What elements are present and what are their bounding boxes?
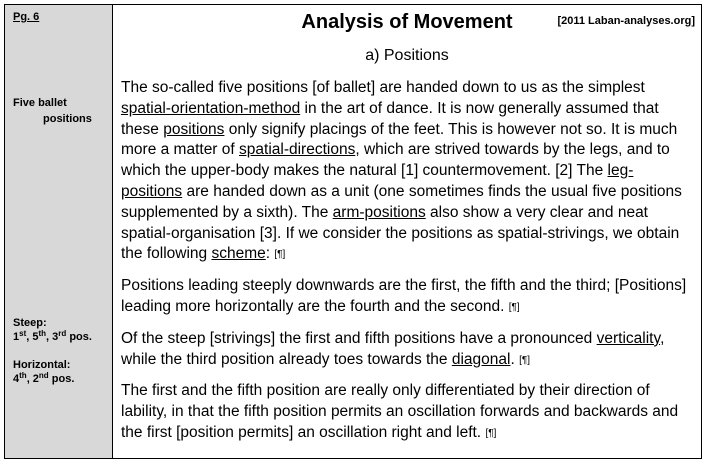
page-number: Pg. 6 xyxy=(13,11,40,23)
paragraph xyxy=(121,381,693,444)
margin-note-steep xyxy=(13,316,92,344)
underlined-term: diagonal xyxy=(451,350,511,368)
text-segment: are handed down as a unit (one sometimes finds the usual five positions supplemented by a sixth). The xyxy=(121,182,682,221)
text-segment: : xyxy=(265,245,275,263)
pilcrow-marker: [¶] xyxy=(519,354,531,366)
text-segment: , while the third position already toes towards the xyxy=(121,329,665,368)
pilcrow-marker: [¶] xyxy=(508,301,520,313)
ordinal-number: 4 xyxy=(13,373,20,385)
ordinal-suffix: th xyxy=(38,329,47,338)
text-segment: also show a very clear and neat spatial-organisation [3]. If we consider the positions as spatial-strivings, we obtain the following xyxy=(121,203,680,263)
margin-note-title: Steep: xyxy=(13,317,47,329)
section-subtitle: a) Positions xyxy=(365,47,449,64)
text-segment: only signify placings of the feet. This is however not so. It is much more a matter of xyxy=(121,120,678,159)
text-segment: The first and the fifth position are really only differentiated by their direction of lability, in that the fifth position permits an oscillation forwards and backwards and the first [position permits] an oscillation right and left. xyxy=(121,382,679,441)
ordinal-suffix: st xyxy=(19,329,27,338)
ordinal-suffix: th xyxy=(19,371,27,380)
underlined-term: arm-positions xyxy=(332,203,426,221)
margin-note-line: positions xyxy=(43,113,92,125)
pilcrow-marker: [¶] xyxy=(485,427,497,439)
ordinal-number: , 2 xyxy=(26,373,39,385)
margin-note-five-ballet xyxy=(13,95,103,127)
ordinal-suffix: nd xyxy=(38,371,49,380)
margin-sidebar xyxy=(5,5,113,458)
document-page xyxy=(4,4,702,459)
ordinal-tail: pos. xyxy=(48,373,75,385)
ordinal-tail: pos. xyxy=(66,331,92,343)
margin-note-ordinals xyxy=(13,330,92,344)
ordinal-suffix: rd xyxy=(58,329,67,338)
text-segment: Of the steep [strivings] the first and fifth positions have a pronounced xyxy=(121,329,597,347)
paragraph xyxy=(121,276,693,319)
paragraph xyxy=(121,78,693,266)
ordinal-number: , 5 xyxy=(26,331,39,343)
underlined-term: leg-positions xyxy=(121,162,634,200)
text-segment: . xyxy=(510,350,520,368)
page-title: Analysis of Movement xyxy=(301,11,513,33)
ordinal-number: , 3 xyxy=(46,331,59,343)
paragraph xyxy=(121,329,693,372)
text-segment: , which are strived towards by the legs, and to which the upper-body makes the natural [1] countermovement. [2] The xyxy=(121,141,670,180)
text-segment: Positions leading steeply downwards are the first, the fifth and the third; [Positions] leading more horizontally are the fourth and the second. xyxy=(121,277,687,315)
ordinal-number: 1 xyxy=(13,331,20,343)
underlined-term: scheme xyxy=(211,245,266,263)
body-text xyxy=(121,78,693,455)
underlined-term: verticality xyxy=(596,329,661,347)
margin-note-line: Five ballet xyxy=(13,97,67,109)
main-content xyxy=(113,5,701,458)
pilcrow-marker: [¶] xyxy=(274,249,286,261)
underlined-term: spatial-directions xyxy=(239,141,356,159)
text-segment: in the art of dance. It is now generally assumed that these xyxy=(121,99,659,138)
text-segment: The so-called five positions [of ballet] are handed down to us as the simplest xyxy=(121,79,645,96)
underlined-term: spatial-orientation-method xyxy=(121,99,301,117)
margin-note-ordinals xyxy=(13,372,74,386)
underlined-term: positions xyxy=(163,120,225,138)
margin-note-title: Horizontal: xyxy=(13,359,71,371)
reference-tag: [2011 Laban-analyses.org] xyxy=(557,15,695,27)
margin-note-horizontal xyxy=(13,358,74,386)
